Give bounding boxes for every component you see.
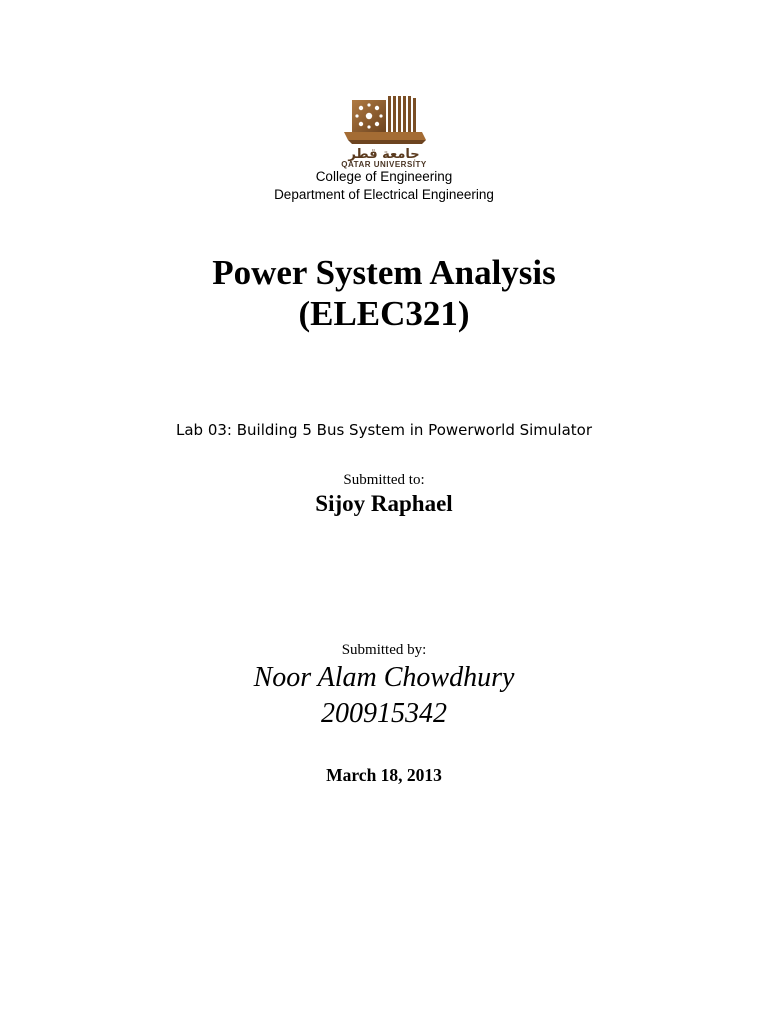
course-title: Power System Analysis: [212, 253, 556, 292]
college-name: College of Engineering: [315, 169, 453, 184]
submitted-to-name: Sijoy Raphael: [315, 491, 453, 516]
submitted-by-label: Submitted by:: [341, 642, 427, 658]
course-code: (ELEC321): [298, 294, 470, 333]
logo-arabic-text: جامعة قطر: [348, 147, 420, 162]
submitted-by-name: Noor Alam Chowdhury: [253, 662, 515, 693]
submitted-to-label: Submitted to:: [343, 472, 425, 488]
student-id: 200915342: [321, 698, 447, 729]
department-name: Department of Electrical Engineering: [274, 187, 494, 202]
submission-date: March 18, 2013: [326, 765, 442, 785]
logo-latin-text: QATAR UNIVERSITY: [341, 160, 427, 169]
lab-title: Lab 03: Building 5 Bus System in Powerworld Simulator: [175, 421, 592, 439]
